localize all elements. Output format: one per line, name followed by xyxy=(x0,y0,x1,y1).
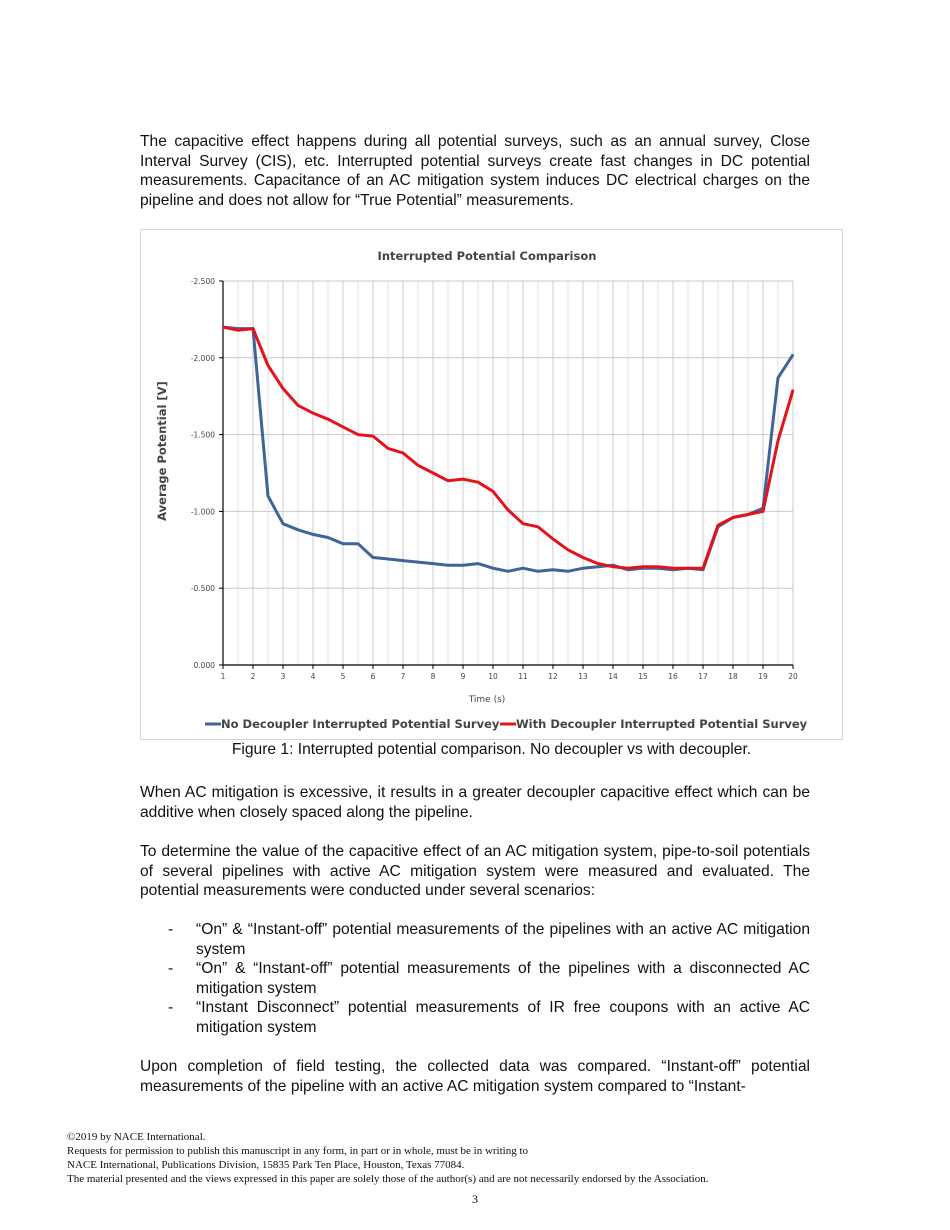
x-tick-label: 16 xyxy=(668,672,678,681)
x-tick-label: 13 xyxy=(578,672,588,681)
x-tick-label: 15 xyxy=(638,672,648,681)
data-point xyxy=(282,388,284,390)
y-tick-label: 0.000 xyxy=(193,661,215,670)
data-point xyxy=(732,517,734,519)
data-point xyxy=(297,405,299,407)
list-item xyxy=(140,959,810,998)
data-point xyxy=(417,465,419,467)
data-point xyxy=(447,480,449,482)
data-point xyxy=(312,534,314,536)
data-point xyxy=(792,389,794,391)
x-tick-label: 10 xyxy=(488,672,498,681)
data-point xyxy=(432,563,434,565)
data-point xyxy=(612,566,614,568)
y-tick-label: -1.500 xyxy=(190,430,215,440)
data-point xyxy=(792,354,794,356)
chart-x-ticks xyxy=(221,665,798,681)
legend-label-with-decoupler: With Decoupler Interrupted Potential Survey xyxy=(516,717,808,731)
figure-caption: Figure 1: Interrupted potential comparison. No decoupler vs with decoupler. xyxy=(231,741,752,758)
data-point xyxy=(327,537,329,539)
list-item-text: “On” & “Instant-off” potential measurements of the pipelines with an active AC mitigation system xyxy=(196,921,810,958)
data-point xyxy=(372,557,374,559)
x-tick-label: 9 xyxy=(460,672,466,681)
data-point xyxy=(267,495,269,497)
data-point xyxy=(372,435,374,437)
scenario-list xyxy=(140,920,810,1037)
x-tick-label: 7 xyxy=(400,672,406,681)
data-point xyxy=(357,434,359,436)
list-item xyxy=(140,920,810,959)
data-point xyxy=(522,567,524,569)
paragraph-excessive-mitigation: When AC mitigation is excessive, it results in a greater decoupler capacitive effect which can be additive when closely spaced along the pipeline. xyxy=(140,784,810,821)
data-point xyxy=(297,529,299,531)
data-point xyxy=(627,567,629,569)
data-point xyxy=(702,567,704,569)
data-point xyxy=(222,326,224,328)
data-point xyxy=(777,440,779,442)
x-tick-label: 2 xyxy=(250,672,256,681)
data-point xyxy=(717,524,719,526)
chart-y-axis-label: Average Potential [V] xyxy=(155,381,169,521)
data-point xyxy=(507,571,509,573)
data-point xyxy=(312,412,314,414)
x-tick-label: 8 xyxy=(430,672,436,681)
x-tick-label: 5 xyxy=(340,672,346,681)
data-point xyxy=(537,571,539,573)
y-tick-label: -0.500 xyxy=(190,584,215,594)
data-point xyxy=(387,558,389,560)
list-dash: - xyxy=(168,999,174,1016)
chart-legend xyxy=(205,717,808,731)
x-tick-label: 11 xyxy=(518,672,528,681)
page-number: 3 xyxy=(472,1192,478,1206)
x-tick-label: 18 xyxy=(728,672,738,681)
list-item-text: “Instant Disconnect” potential measurements of IR free coupons with an active AC mitigation system xyxy=(196,999,810,1036)
data-point xyxy=(492,491,494,493)
chart-grid xyxy=(223,281,793,665)
chart-y-ticks xyxy=(191,277,223,670)
data-point xyxy=(687,567,689,569)
data-point xyxy=(402,560,404,562)
data-point xyxy=(552,569,554,571)
data-point xyxy=(282,523,284,525)
x-tick-label: 14 xyxy=(608,672,618,681)
paragraph-capacitive-effect: The capacitive effect happens during all potential surveys, such as an annual survey, Close Interval Survey (CIS), etc. Interrupted potential surveys create fast changes in DC potential measurements. Capacitance of an AC mitigation system induces DC electrical charges on the pipeline and does not allow for “True Potential” measurements. xyxy=(140,133,810,209)
y-tick-label: -1.000 xyxy=(190,507,215,517)
x-tick-label: 20 xyxy=(788,672,798,681)
data-point xyxy=(462,564,464,566)
data-point xyxy=(747,514,749,516)
data-point xyxy=(387,448,389,450)
data-point xyxy=(537,526,539,528)
data-point xyxy=(447,564,449,566)
data-point xyxy=(582,567,584,569)
x-tick-label: 4 xyxy=(310,672,316,681)
data-point xyxy=(657,566,659,568)
footer-copyright: ©2019 by NACE International. xyxy=(67,1131,206,1143)
list-dash: - xyxy=(168,960,174,977)
data-point xyxy=(432,472,434,474)
list-item xyxy=(140,998,810,1037)
data-point xyxy=(597,563,599,565)
data-point xyxy=(672,567,674,569)
y-tick-label: -2.000 xyxy=(190,353,215,363)
footer-permission: Requests for permission to publish this manuscript in any form, in part or in whole, must be in writing to xyxy=(67,1145,529,1157)
x-tick-label: 19 xyxy=(758,672,768,681)
data-point xyxy=(327,418,329,420)
data-point xyxy=(237,329,239,331)
data-point xyxy=(567,571,569,573)
figure-chart xyxy=(140,229,843,740)
data-point xyxy=(522,523,524,525)
data-point xyxy=(342,426,344,428)
paragraph-field-testing: Upon completion of field testing, the collected data was compared. “Instant-off” potential measurements of the pipeline with an active AC mitigation system compared to “Instant- xyxy=(140,1058,810,1095)
legend-label-no-decoupler: No Decoupler Interrupted Potential Survey xyxy=(221,717,500,731)
data-point xyxy=(402,452,404,454)
x-tick-label: 12 xyxy=(548,672,558,681)
x-tick-label: 1 xyxy=(220,672,226,681)
data-point xyxy=(597,566,599,568)
data-point xyxy=(357,543,359,545)
page-footer xyxy=(67,1130,887,1186)
footer-disclaimer: The material presented and the views expressed in this paper are solely those of the author(s) and are not necessarily endorsed by the Association. xyxy=(67,1173,709,1185)
data-point xyxy=(552,538,554,540)
list-dash: - xyxy=(168,921,174,938)
footer-address: NACE International, Publications Division, 15835 Park Ten Place, Houston, Texas 77084. xyxy=(67,1159,465,1171)
data-point xyxy=(762,511,764,513)
data-point xyxy=(342,543,344,545)
data-point xyxy=(417,561,419,563)
chart-svg xyxy=(141,230,844,741)
data-point xyxy=(642,566,644,568)
data-point xyxy=(567,549,569,551)
data-point xyxy=(252,328,254,330)
x-tick-label: 17 xyxy=(698,672,708,681)
chart-x-axis-label: Time (s) xyxy=(468,695,506,705)
data-point xyxy=(507,509,509,511)
y-tick-label: -2.500 xyxy=(190,277,215,286)
data-point xyxy=(492,567,494,569)
x-tick-label: 3 xyxy=(280,672,286,681)
data-point xyxy=(777,377,779,379)
list-item-text: “On” & “Instant-off” potential measurements of the pipelines with a disconnected AC mitigation system xyxy=(196,960,810,997)
data-point xyxy=(462,478,464,480)
x-tick-label: 6 xyxy=(370,672,376,681)
paragraph-determine-value: To determine the value of the capacitive effect of an AC mitigation system, pipe-to-soil potentials of several pipelines with active AC mitigation system were measured and evaluated. The potential measurements were conducted under several scenarios: xyxy=(140,843,810,899)
data-point xyxy=(267,365,269,367)
data-point xyxy=(582,557,584,559)
data-point xyxy=(477,563,479,565)
data-point xyxy=(477,481,479,483)
chart-title: Interrupted Potential Comparison xyxy=(377,249,597,263)
